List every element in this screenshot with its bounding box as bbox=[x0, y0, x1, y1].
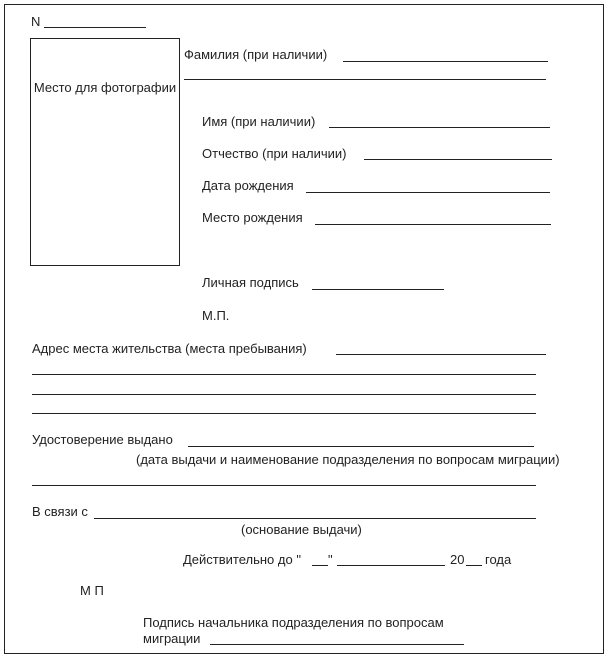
issued-field[interactable] bbox=[188, 446, 534, 447]
name-label: Имя (при наличии) bbox=[202, 114, 316, 129]
valid-until-month-field[interactable] bbox=[337, 565, 445, 566]
address-field-line3[interactable] bbox=[32, 394, 536, 395]
reason-hint: (основание выдачи) bbox=[241, 522, 362, 537]
chief-signature-label-line2: миграции bbox=[143, 631, 201, 646]
surname-label: Фамилия (при наличии) bbox=[184, 47, 328, 62]
issued-field-line2[interactable] bbox=[32, 485, 536, 486]
birth-place-label: Место рождения bbox=[202, 210, 303, 225]
reason-label: В связи с bbox=[32, 504, 88, 519]
valid-until-year-prefix: 20 bbox=[450, 552, 465, 567]
surname-field[interactable] bbox=[343, 61, 548, 62]
birth-date-label: Дата рождения bbox=[202, 178, 294, 193]
photo-label: Место для фотографии bbox=[33, 80, 177, 95]
photo-placeholder bbox=[30, 38, 180, 266]
signature-label: Личная подпись bbox=[202, 275, 299, 290]
number-label: N bbox=[31, 14, 41, 29]
birth-date-field[interactable] bbox=[306, 192, 550, 193]
valid-until-quote-close: " bbox=[328, 552, 333, 567]
stamp-label-2: М П bbox=[80, 583, 104, 598]
stamp-label-1: М.П. bbox=[202, 308, 230, 323]
birth-place-field[interactable] bbox=[315, 224, 551, 225]
number-field[interactable] bbox=[44, 27, 146, 28]
chief-signature-label: Подпись начальника подразделения по вопросам bbox=[143, 615, 444, 630]
reason-field[interactable] bbox=[94, 518, 536, 519]
chief-signature-field[interactable] bbox=[210, 644, 464, 645]
valid-until-label: Действительно до " bbox=[183, 552, 301, 567]
address-field-line4[interactable] bbox=[32, 413, 536, 414]
valid-until-year-field[interactable] bbox=[466, 565, 482, 566]
valid-until-year-suffix: года bbox=[485, 552, 512, 567]
name-field[interactable] bbox=[329, 127, 550, 128]
issued-hint: (дата выдачи и наименование подразделения по вопросам миграции) bbox=[136, 452, 560, 467]
surname-field-line2[interactable] bbox=[184, 79, 546, 80]
signature-field[interactable] bbox=[312, 289, 444, 290]
patronymic-field[interactable] bbox=[364, 159, 552, 160]
address-label: Адрес места жительства (места пребывания) bbox=[32, 341, 307, 356]
patronymic-label: Отчество (при наличии) bbox=[202, 146, 347, 161]
address-field-line2[interactable] bbox=[32, 374, 536, 375]
address-field[interactable] bbox=[336, 354, 546, 355]
issued-label: Удостоверение выдано bbox=[32, 432, 173, 447]
valid-until-day-field[interactable] bbox=[312, 565, 328, 566]
